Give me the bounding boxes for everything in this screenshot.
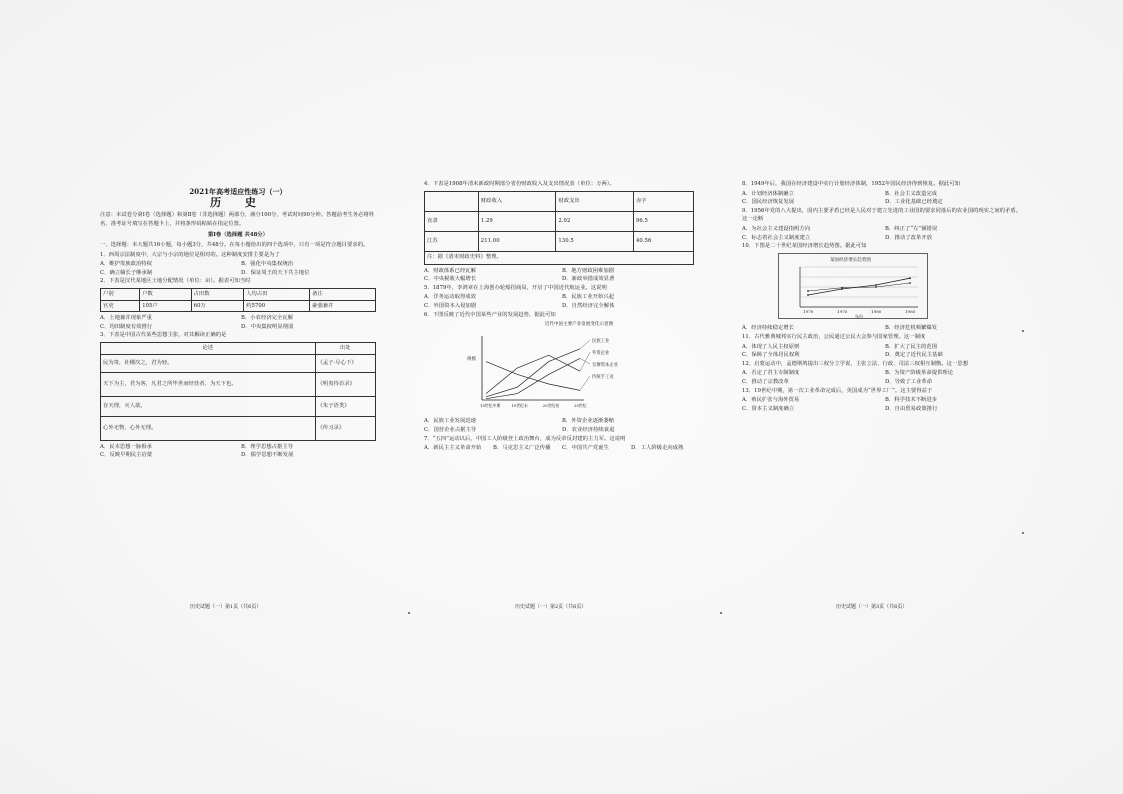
option: D．新政举措成效显著: [562, 276, 615, 283]
scan-speck: [1022, 330, 1024, 332]
leader-line: [580, 352, 590, 371]
question-3-stem: 3．下表是中国古代某些思想主张，对其解读正确的是: [100, 332, 227, 339]
question-7-stem: 7．“五四”运动以后，中国工人阶级登上政治舞台，成为反帝反封建的主力军。这说明: [424, 435, 626, 442]
option: D．农业经济持续衰退: [562, 426, 615, 433]
leader-line: [580, 376, 590, 390]
table-header-cell: 占田数: [191, 288, 244, 300]
option: B．民族工业开始兴起: [562, 294, 615, 301]
series-label: 外资企业: [592, 350, 610, 356]
question-13-options: [742, 396, 1022, 413]
series-label: 传统手工业: [592, 374, 614, 380]
series-line: [808, 278, 910, 295]
table-header-cell: [425, 191, 479, 211]
x-tick-label: 19世纪末: [511, 402, 528, 408]
question-2-options: [100, 314, 376, 331]
x-tick-label: 19世纪中期: [480, 402, 501, 408]
question-6-stem: 6．下图反映了近代中国某些产业的发展趋势，据此可知: [424, 311, 556, 318]
option: C．反映早期民主启蒙: [100, 452, 153, 459]
question-8-stem: 8．1949年后，我国在经济建设中实行计划经济体制，1952年国民经济得到恢复。据此可知: [742, 181, 960, 187]
option: D．奠定了近代民主基础: [885, 352, 943, 359]
question-11-options: [742, 343, 1022, 360]
question-4-table: [424, 191, 694, 265]
table-cell: 官吏: [101, 300, 140, 312]
table-cell: 130.5: [556, 231, 634, 251]
option: B．地方财政困难加剧: [562, 267, 615, 274]
page-footer: 历史试题（一）第2页（共6页）: [515, 604, 587, 610]
table-header-cell: 财政收入: [478, 191, 556, 211]
table-header-cell: 户别: [101, 288, 140, 300]
option: D．儒学思想不断发展: [241, 452, 294, 459]
exam-page-2: [424, 180, 694, 453]
option: A．计划经济体制确立: [742, 190, 794, 197]
option: C．中央税收大幅增长: [424, 276, 477, 283]
table-row: [101, 300, 376, 312]
option: C．资本主义制度确立: [742, 405, 795, 412]
x-tick-label: 1970: [803, 308, 814, 314]
option: B．纠正了“左”倾错误: [885, 225, 938, 232]
scan-speck: [720, 612, 722, 614]
table-cell: 《孟子·尽心下》: [315, 354, 376, 372]
question-10-options: [742, 324, 1022, 333]
table-header-cell: 人均占田: [244, 288, 310, 300]
question-7-options: [424, 444, 694, 453]
x-tick-label: 1975: [837, 308, 848, 314]
table-cell: 存天理，灭人欲。: [101, 396, 316, 416]
table-cell: 直隶: [425, 211, 479, 231]
option: D．保证周王的天下共主地位: [241, 269, 310, 276]
question-2-stem: 2．下表是汉代某地区土地分配情况（单位：亩）。据表可知当时: [100, 278, 251, 285]
question-11-stem: 11．古代雅典城邦实行民主政治，公民通过公民大会参与国家管理。这一制度: [742, 333, 926, 340]
option: D．中央集权明显削弱: [241, 323, 294, 330]
question-5-options: [424, 293, 694, 310]
table-row: [101, 396, 376, 416]
option: C．保障了全体居民权利: [742, 352, 800, 359]
option: B．理学思想占据主导: [241, 443, 294, 450]
table-cell: 《朱子语类》: [315, 396, 376, 416]
table-cell: 96.5: [633, 211, 693, 231]
question-4-stem: 4．下表是1908年清末新政时期部分省份财政收入及支出情况表（单位：万两）。: [424, 181, 615, 187]
table-cell: 民为贵，社稷次之，君为轻。: [101, 354, 316, 372]
option: D．推动了改革开放: [885, 234, 933, 241]
question-5-stem: 5．1879年，李鸿章在上海创办轮船招商局，开启了中国近代航运业。这说明: [424, 284, 607, 291]
scan-speck: [408, 612, 410, 614]
y-axis-label: 规模: [467, 356, 477, 362]
table-cell: 2.92: [556, 211, 634, 231]
table-row: [101, 372, 376, 396]
leader-line: [580, 340, 590, 349]
option: C．中国共产党诞生: [562, 445, 609, 452]
series-line: [486, 349, 580, 397]
section-header: 第Ⅰ卷（选择题 共48分）: [207, 232, 268, 239]
option: B．扩大了民主的范围: [885, 343, 938, 350]
exam-page-1: [100, 180, 376, 460]
table-cell: 豪强兼并: [310, 300, 376, 312]
option: A．新民主主义革命开始: [424, 445, 482, 452]
table-header-cell: 户数: [140, 288, 191, 300]
exam-page-3: [742, 180, 1022, 413]
scan-speck: [1022, 532, 1024, 534]
industry-chart: [464, 321, 694, 415]
option: B．为资产阶级革命提供理论: [885, 370, 954, 377]
page-footer: 历史试题（一）第3页（共6页）: [836, 604, 908, 610]
option: C．国营企业占据主导: [424, 426, 477, 433]
economy-chart: [778, 253, 1022, 323]
series-label: 民族工业: [592, 338, 610, 344]
table-row: [425, 211, 694, 231]
option: A．维护贵族政治特权: [100, 261, 152, 268]
section-note: 一、选择题：本大题共16小题，每小题3分，共48分。在每小题给出的四个选项中，只有一项是符合题目要求的。: [100, 241, 369, 248]
question-9-options: [742, 225, 1022, 242]
table-cell: 211.00: [478, 231, 556, 251]
table-cell: 《传习录》: [315, 416, 376, 440]
question-12-options: [742, 369, 1022, 386]
option: A．洋务运动取得成效: [424, 294, 476, 301]
table-header-cell: 财政支出: [556, 191, 634, 211]
table-cell: 心外无物，心外无理。: [101, 416, 316, 440]
option: B．马克思主义广泛传播: [493, 445, 551, 452]
table-header-cell: 论述: [101, 342, 316, 354]
option: A．殖民扩张与海外贸易: [742, 397, 800, 404]
option: D．工业化基础已经奠定: [885, 199, 943, 206]
table-row: [425, 251, 694, 264]
option: A．经济持续稳定增长: [742, 325, 794, 332]
option: A．土地兼并现象严重: [100, 315, 152, 322]
option: A．民族工业发展迅速: [424, 418, 476, 425]
option: C．标志着社会主义制度建立: [742, 234, 811, 241]
option: B．小农经济完全瓦解: [241, 315, 294, 322]
exam-title: 2021年高考适应性练习（一）: [189, 187, 287, 196]
option: B．强化中央集权统治: [241, 261, 294, 268]
question-1-options: [100, 260, 376, 277]
table-header-cell: 出处: [315, 342, 376, 354]
option: D．导致了工业革命: [885, 378, 933, 385]
question-1-stem: 1．西周宗法制度中，大宗与小宗的地位是相对的。这种制度安排主要是为了: [100, 251, 280, 258]
table-cell: 1.29: [478, 211, 556, 231]
question-4-options: [424, 267, 694, 284]
option: C．确立嫡长子继承制: [100, 269, 153, 276]
option: B．科学技术不断进步: [885, 397, 938, 404]
option: B．外资企业逐渐萎缩: [562, 418, 615, 425]
x-tick-label: 20世纪初: [542, 402, 560, 408]
industry-line-chart: [464, 330, 634, 412]
chart-title: 近代中国主要产业发展变化示意图: [544, 322, 614, 328]
table-header-cell: 赤字: [633, 191, 693, 211]
question-12-stem: 12．启蒙运动中，孟德斯鸠提出三权分立学说，主张立法、行政、司法三权相互制衡。这一思想: [742, 360, 969, 367]
question-8-options: [742, 190, 1022, 207]
question-3-options: [100, 443, 376, 460]
exam-subject: 历 史: [210, 195, 266, 209]
table-row: [101, 416, 376, 440]
option: C．国民经济恢复发展: [742, 199, 795, 206]
question-13-stem: 13．19世纪中期，第一次工业革命完成后，英国成为“世界工厂”。这主要得益于: [742, 387, 933, 394]
option: D．自由贸易政策推行: [885, 405, 938, 412]
table-header-cell: 备注: [310, 288, 376, 300]
leader-line: [580, 358, 590, 364]
table-cell: 60万: [191, 300, 244, 312]
economy-line-chart: [778, 253, 928, 319]
option: A．否定了君主专制制度: [742, 370, 800, 377]
chart-title: 某国经济增长趋势图: [830, 257, 871, 263]
option: A．财政体系已经瓦解: [424, 267, 476, 274]
x-tick-label: 20世纪: [574, 402, 587, 408]
option: B．社会主义改造完成: [885, 190, 938, 197]
table-note: 注：据《清末财政史料》整理。: [425, 251, 694, 264]
option: A．民本思想一脉相承: [100, 443, 152, 450]
table-cell: 约5700: [244, 300, 310, 312]
option: C．推动了宗教改革: [742, 378, 789, 385]
table-cell: 105户: [140, 300, 191, 312]
option: A．体现了人民主权原则: [742, 343, 800, 350]
table-row: [425, 231, 694, 251]
question-9-stem: 9．1956年党的八大提出，国内主要矛盾已经是人民对于建立先进的工业国的要求同落后的农业国的现实之间的矛盾。这一论断: [742, 207, 1022, 223]
question-2-table: [100, 288, 376, 312]
option: D．自然经济完全解体: [562, 302, 615, 309]
table-cell: 江苏: [425, 231, 479, 251]
option: A．为社会主义建设指明方向: [742, 225, 811, 232]
table-cell: 40.56: [633, 231, 693, 251]
x-axis-title: 年份: [855, 313, 864, 319]
option: D．工人阶级走向成熟: [631, 445, 684, 452]
x-tick-label: 1985: [905, 308, 916, 314]
table-cell: 天下为主，君为客，凡君之所毕世而经营者，为天下也。: [101, 372, 316, 396]
question-6-options: [424, 417, 694, 434]
option: C．外国资本入侵加剧: [424, 302, 477, 309]
x-tick-label: 1980: [871, 308, 882, 314]
option: B．经济危机频繁爆发: [885, 325, 938, 332]
question-3-table: [100, 342, 376, 441]
page-footer: 历史试题（一）第1页（共6页）: [190, 604, 262, 610]
question-10-stem: 10．下图是二十世纪某国经济增长趋势图。据此可知: [742, 243, 867, 250]
exam-intro: 注意：本试卷分第Ⅰ卷（选择题）和第Ⅱ卷（非选择题）两部分，满分100分，考试时间90分钟。答题前考生务必将姓名、准考证号填写在答题卡上，并将条形码粘贴在指定位置。: [100, 212, 375, 227]
table-cell: 《明夷待访录》: [315, 372, 376, 396]
option: C．均田制度有效推行: [100, 323, 153, 330]
table-row: [101, 354, 376, 372]
series-label: 官僚资本企业: [592, 362, 619, 368]
